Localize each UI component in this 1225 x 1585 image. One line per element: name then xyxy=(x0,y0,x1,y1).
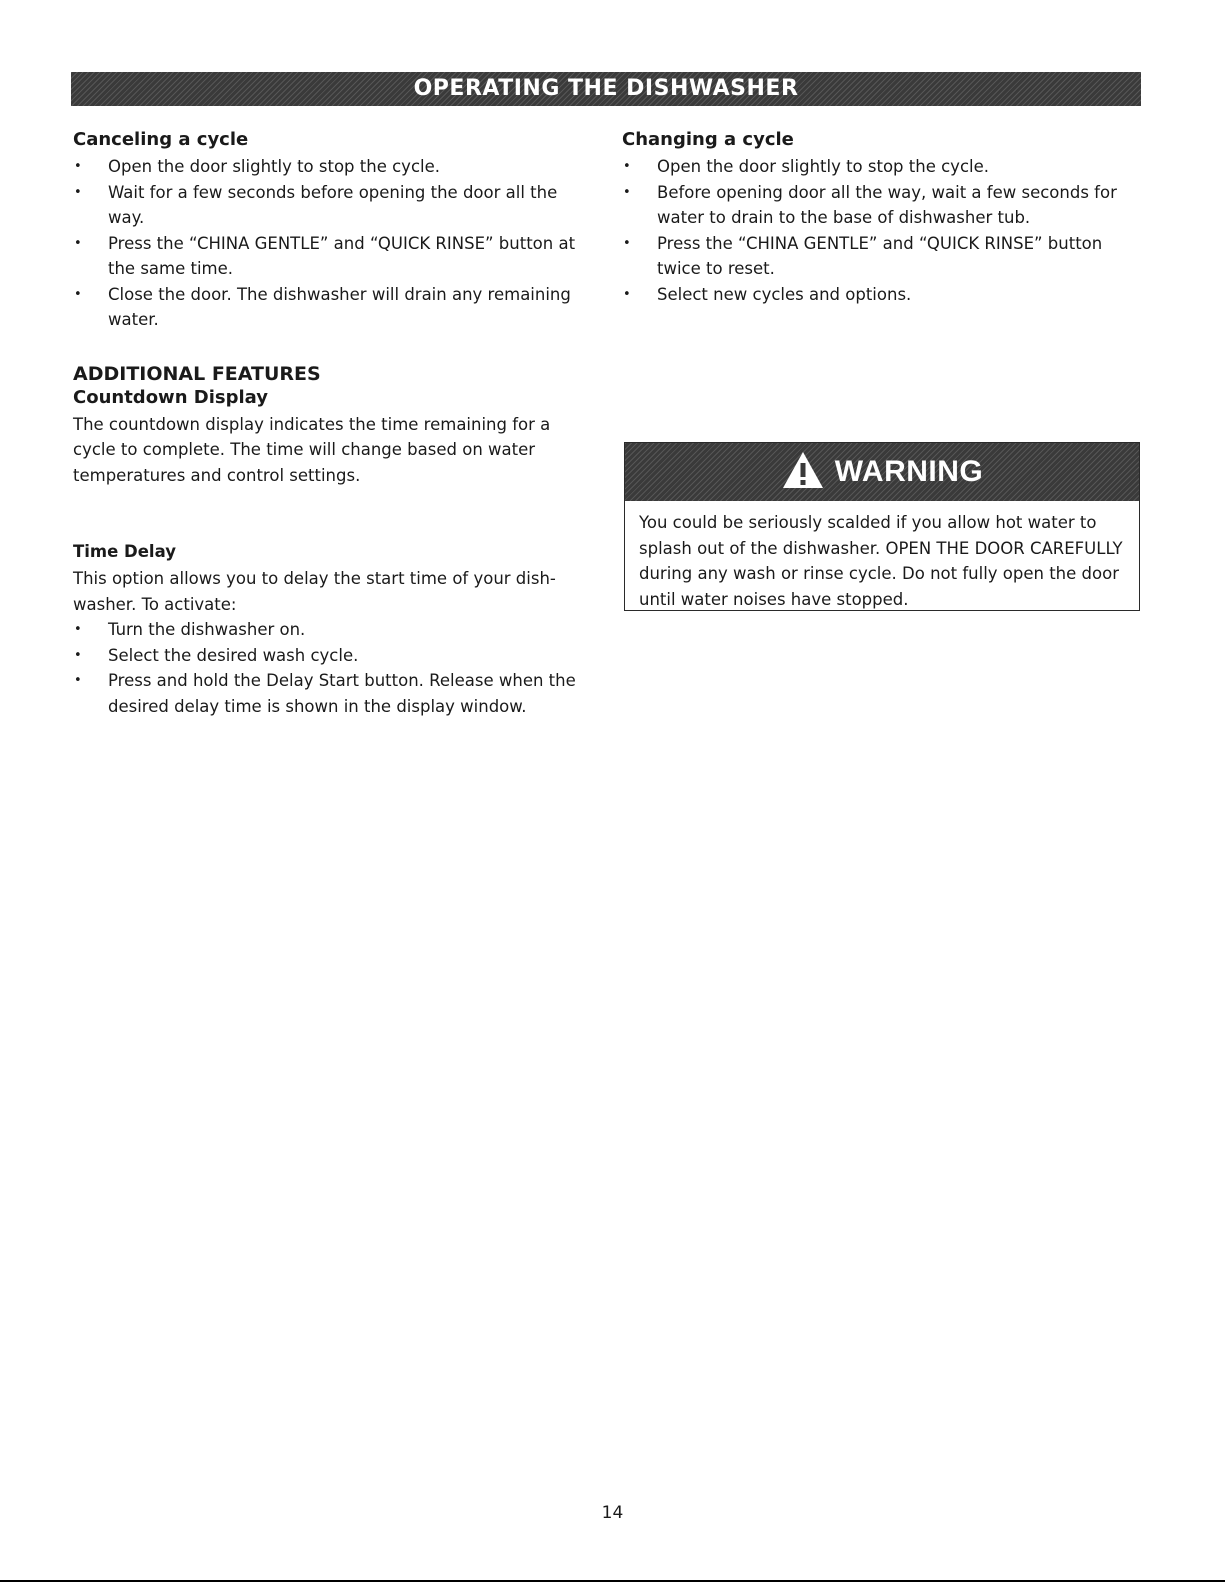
additional-features-heading: ADDITIONAL FEATURES xyxy=(73,362,321,385)
canceling-list xyxy=(73,154,598,333)
countdown-heading: Countdown Display xyxy=(73,386,268,408)
time-delay-list xyxy=(73,617,598,719)
warning-header xyxy=(625,443,1139,501)
list-item: • Press the “CHINA GENTLE” and “QUICK RINSE” button at the same time. xyxy=(73,231,598,282)
list-item: • Before opening door all the way, wait a few seconds for water to drain to the base of dishwasher tub. xyxy=(622,180,1142,231)
warning-body xyxy=(625,501,1139,612)
countdown-text: The countdown display indicates the time remaining for a cycle to complete. The time will change based on water temperatures and control settings. xyxy=(73,414,551,485)
left-column xyxy=(73,128,598,719)
list-item: • Open the door slightly to stop the cycle. xyxy=(73,154,598,180)
time-delay-heading: Time Delay xyxy=(73,542,176,561)
bottom-divider xyxy=(0,1580,1225,1582)
list-item: • Close the door. The dishwasher will drain any remaining water. xyxy=(73,282,598,333)
list-item: • Wait for a few seconds before opening the door all the way. xyxy=(73,180,598,231)
right-column xyxy=(622,128,1142,307)
section-banner: OPERATING THE DISHWASHER xyxy=(71,72,1141,106)
list-item: • Select new cycles and options. xyxy=(622,282,1142,308)
warning-title: WARNING xyxy=(834,455,984,488)
page-number: 14 xyxy=(601,1503,624,1523)
warning-box xyxy=(624,442,1140,611)
list-item: • Open the door slightly to stop the cycle. xyxy=(622,154,1142,180)
canceling-heading: Canceling a cycle xyxy=(73,129,249,150)
warning-text: You could be seriously scalded if you allow hot water to splash out of the dishwasher. OPEN THE DOOR CAREFULLY during any wash or rinse cycle. Do not fully open the door until water noises have stopped. xyxy=(639,513,1123,609)
list-item: • Select the desired wash cycle. xyxy=(73,643,598,669)
list-item: • Press and hold the Delay Start button. Release when the desired delay time is shown in the display window. xyxy=(73,668,598,719)
list-item: • Turn the dishwasher on. xyxy=(73,617,598,643)
time-delay-intro: This option allows you to delay the start time of your dish- washer. To activate: xyxy=(73,569,556,614)
list-item: • Press the “CHINA GENTLE” and “QUICK RINSE” button twice to reset. xyxy=(622,231,1142,282)
changing-list xyxy=(622,154,1142,307)
changing-heading: Changing a cycle xyxy=(622,129,794,150)
warning-triangle-icon xyxy=(781,450,825,494)
